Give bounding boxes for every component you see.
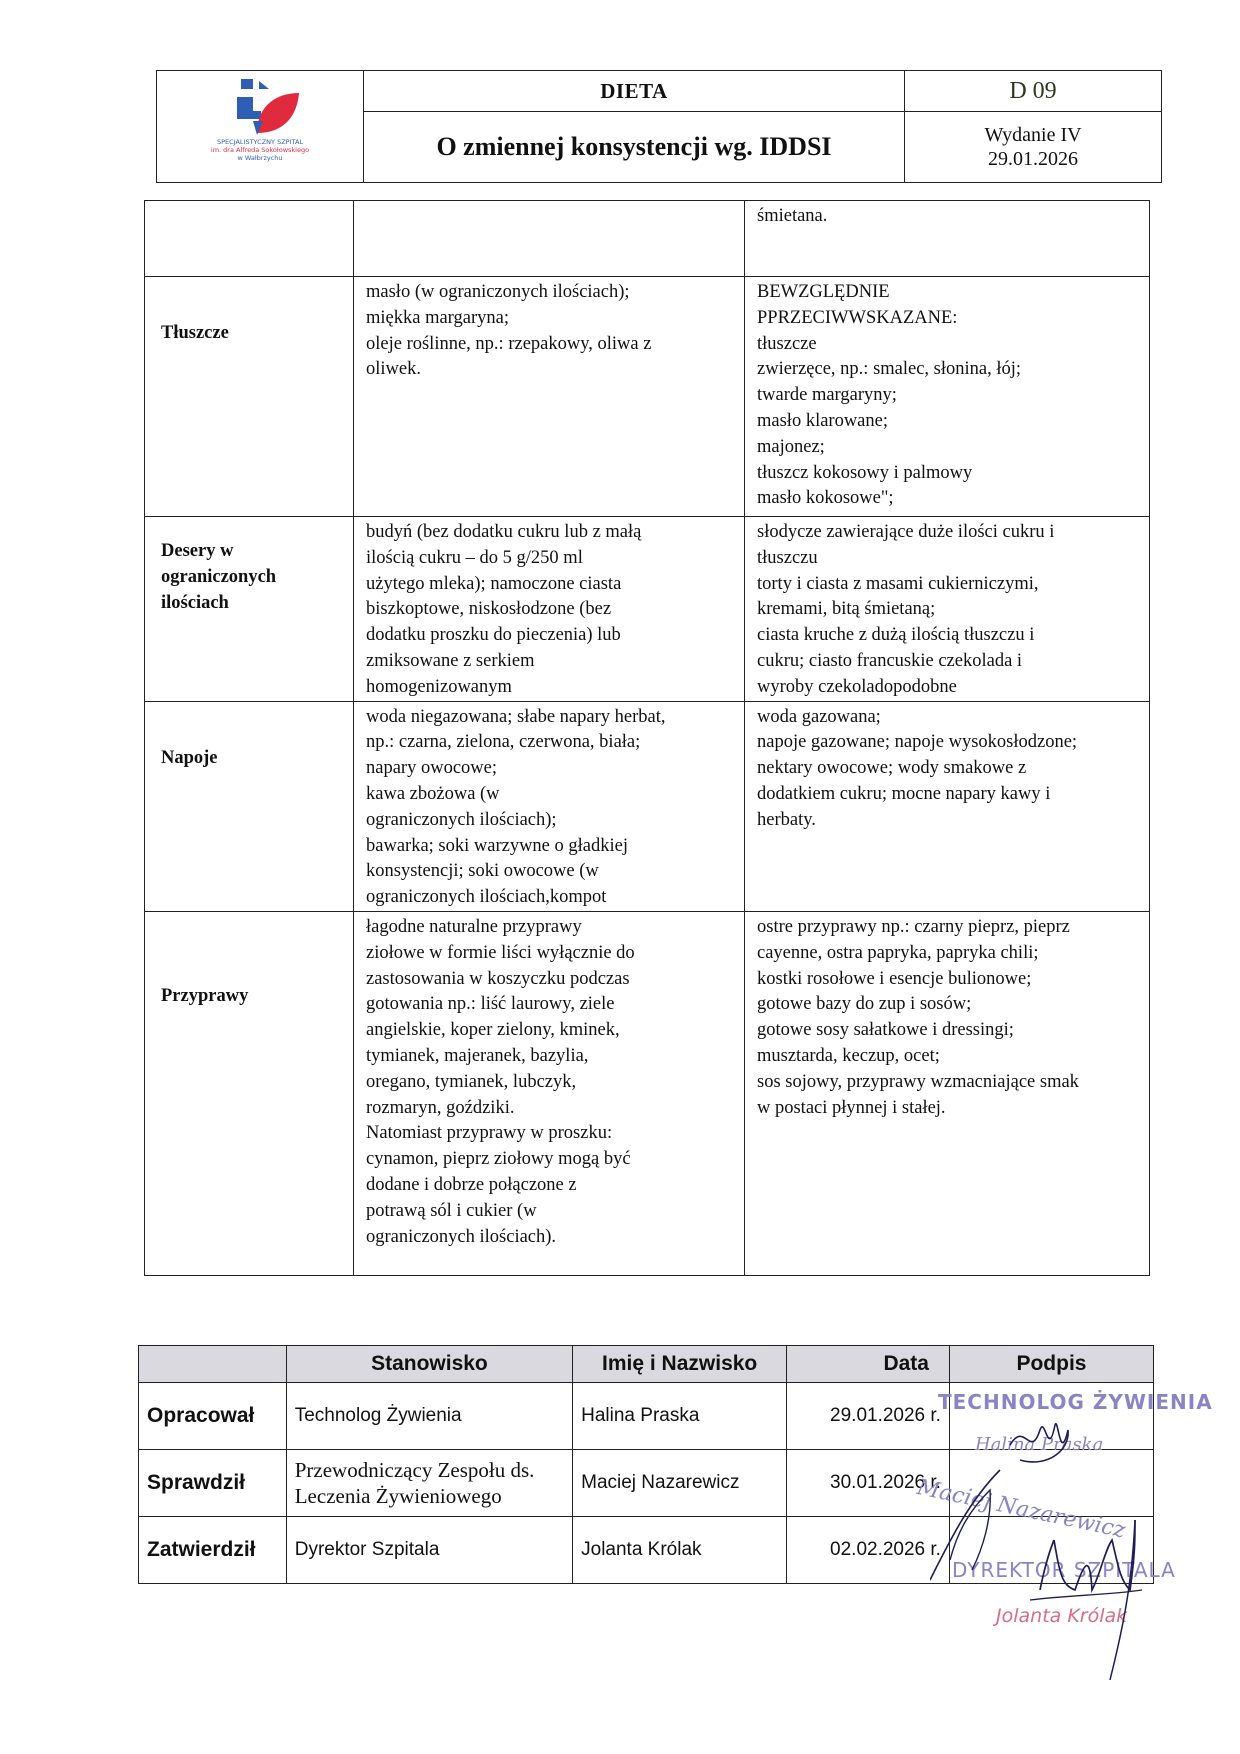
handwritten-signatures <box>930 1390 1190 1690</box>
document-subtitle: O zmiennej konsystencji wg. IDDSI <box>364 112 905 183</box>
forbidden-cell <box>745 277 1150 517</box>
text-line: gotowe sosy sałatkowe i dressingi; <box>757 1020 1014 1041</box>
name-cell: Jolanta Królak <box>573 1517 787 1584</box>
text-line: masło (w ograniczonych ilościach); <box>366 282 630 302</box>
name-cell: Maciej Nazarewicz <box>573 1450 787 1517</box>
text-line: ograniczonych ilościach); <box>366 809 557 830</box>
category-cell: Napoje <box>145 701 354 911</box>
text-line: cynamon, pieprz ziołowy mogą być <box>366 1149 631 1170</box>
header-date: Data <box>787 1346 950 1383</box>
text-line: ograniczonych ilościach). <box>366 1226 557 1247</box>
text-line: ostre przyprawy np.: czarny pieprz, pieprz <box>757 916 1070 937</box>
text-line: ilością cukru – do 5 g/250 ml <box>366 547 583 568</box>
text-line: zwierzęce, np.: smalec, słonina, łój; <box>757 359 1022 380</box>
text-line: ziołowe w formie liści wyłącznie do <box>366 942 635 963</box>
header-position: Stanowisko <box>286 1346 572 1383</box>
text-line: zastosowania w koszyczku podczas <box>366 968 630 989</box>
edition-label: Wydanie IV <box>984 124 1082 146</box>
text-line: majonez; <box>757 436 825 457</box>
document-header <box>156 70 1162 183</box>
text-line: gotowe bazy do zup i sosów; <box>757 994 972 1015</box>
stamp-praska: Halina Praska <box>975 1434 1104 1455</box>
document-title: DIETA <box>364 71 905 112</box>
text-line: musztarda, keczup, ocet; <box>757 1045 940 1066</box>
position-cell: Przewodniczący Zespołu ds. Leczenia Żywieniowego <box>286 1450 572 1517</box>
text-line: biszkoptowe, niskosłodzone (bez <box>366 599 612 620</box>
table-row <box>145 911 1150 1275</box>
text-line: homogenizowanym <box>366 676 512 697</box>
text-line: ciasta kruche z dużą ilością tłuszczu i <box>757 625 1035 646</box>
text-line: gotowania np.: liść laurowy, ziele <box>366 994 615 1015</box>
header-signature: Podpis <box>949 1346 1153 1383</box>
stamp-technolog: TECHNOLOG ŻYWIENIA <box>938 1390 1213 1414</box>
text-line: oregano, tymianek, lubczyk, <box>366 1071 577 1092</box>
forbidden-cell <box>745 517 1150 702</box>
text-line: kawa zbożowa (w <box>366 783 500 804</box>
hospital-logo-icon <box>157 71 363 177</box>
allowed-cell <box>354 517 745 702</box>
text-line: budyń (bez dodatku cukru lub z małą <box>366 522 642 542</box>
text-line: bawarka; soki warzywne o gładkiej <box>366 835 628 856</box>
text-line: cukru; ciasto francuskie czekolada i <box>757 650 1023 671</box>
text-line: dodatkiem cukru; mocne napary kawy i <box>757 783 1051 804</box>
text-line: użytego mleka); namoczone ciasta <box>366 573 622 594</box>
text-line: herbaty. <box>757 809 816 830</box>
text-line: BEWZGLĘDNIE <box>757 282 890 302</box>
date-cell: 30.01.2026 r. <box>787 1450 950 1517</box>
stamp-nazarewicz: Maciej Nazarewicz <box>914 1475 1128 1544</box>
text-line: twarde margaryny; <box>757 385 897 406</box>
allowed-cell <box>354 201 745 277</box>
text-line: tymianek, majeranek, bazylia, <box>366 1045 589 1066</box>
category-cell <box>145 201 354 277</box>
text-line: woda niegazowana; słabe napary herbat, <box>366 706 666 727</box>
text-line: np.: czarna, zielona, czerwona, biała; <box>366 732 641 753</box>
text-line: miękka margaryna; <box>366 307 509 328</box>
forbidden-cell <box>745 201 1150 277</box>
text-line: w postaci płynnej i stałej. <box>757 1097 946 1118</box>
text-line: torty i ciasta z masami cukierniczymi, <box>757 573 1039 594</box>
text-line: napary owocowe; <box>366 758 497 779</box>
text-line: śmietana. <box>757 206 828 226</box>
stamp-krolak: Jolanta Królak <box>996 1605 1128 1627</box>
logo-line-3: w Wałbrzychu <box>237 154 283 162</box>
text-line: tłuszcz kokosowy i palmowy <box>757 462 973 483</box>
allowed-cell <box>354 911 745 1275</box>
text-line: wyroby czekoladopodobne <box>757 676 957 697</box>
header-empty <box>139 1346 287 1383</box>
table-row <box>145 701 1150 911</box>
text-line: sos sojowy, przyprawy wzmacniające smak <box>757 1071 1079 1092</box>
text-line: kostki rosołowe i esencje bulionowe; <box>757 968 1032 989</box>
hospital-logo <box>157 71 364 183</box>
text-line: nektary owocowe; wody smakowe z <box>757 758 1027 779</box>
approval-header-row <box>139 1346 1154 1383</box>
text-line: masło klarowane; <box>757 410 888 431</box>
text-line: dodane i dobrze połączone z <box>366 1174 577 1195</box>
table-row <box>145 517 1150 702</box>
role-cell: Opracował <box>139 1383 287 1450</box>
logo-line-1: SPECJALISTYCZNY SZPITAL <box>216 138 304 146</box>
text-line: angielskie, koper zielony, kminek, <box>366 1020 620 1041</box>
diet-table <box>144 200 1150 1276</box>
text-line: napoje gazowane; napoje wysokosłodzone; <box>757 732 1078 753</box>
date-cell: 02.02.2026 r. <box>787 1517 950 1584</box>
role-cell: Sprawdził <box>139 1450 287 1517</box>
forbidden-cell <box>745 911 1150 1275</box>
stamp-dyrektor: DYREKTOR SZPITALA <box>952 1558 1176 1582</box>
position-cell: Technolog Żywienia <box>286 1383 572 1450</box>
forbidden-cell <box>745 701 1150 911</box>
text-line: masło kokosowe"; <box>757 488 894 509</box>
text-line: rozmaryn, goździki. <box>366 1097 515 1118</box>
table-row <box>145 201 1150 277</box>
text-line: oliwek. <box>366 359 421 380</box>
category-cell: Przyprawy <box>145 911 354 1275</box>
text-line: konsystencji; soki owocowe (w <box>366 861 599 882</box>
position-cell: Dyrektor Szpitala <box>286 1517 572 1584</box>
name-cell: Halina Praska <box>573 1383 787 1450</box>
date-cell: 29.01.2026 r. <box>787 1383 950 1450</box>
text-line: kremami, bitą śmietaną; <box>757 599 936 620</box>
allowed-cell <box>354 277 745 517</box>
edition-date: 29.01.2026 <box>988 148 1078 170</box>
logo-line-2: im. dra Alfreda Sokołowskiego <box>210 146 310 154</box>
text-line: słodycze zawierające duże ilości cukru i <box>757 522 1055 542</box>
header-name: Imię i Nazwisko <box>573 1346 787 1383</box>
text-line: Natomiast przyprawy w proszku: <box>366 1123 613 1144</box>
text-line: dodatku proszku do pieczenia) lub <box>366 625 621 646</box>
category-cell: Desery w ograniczonych ilościach <box>145 517 354 702</box>
text-line: tłuszczu <box>757 547 818 568</box>
text-line: łagodne naturalne przyprawy <box>366 916 582 937</box>
text-line: tłuszcze <box>757 333 817 354</box>
allowed-cell <box>354 701 745 911</box>
edition-cell <box>905 112 1162 183</box>
text-line: potrawą sól i cukier (w <box>366 1200 537 1221</box>
document-code: D 09 <box>905 71 1162 112</box>
text-line: ograniczonych ilościach,kompot <box>366 887 607 908</box>
category-cell: Tłuszcze <box>145 277 354 517</box>
role-cell: Zatwierdził <box>139 1517 287 1584</box>
text-line: zmiksowane z serkiem <box>366 650 535 671</box>
table-row <box>145 277 1150 517</box>
text-line: oleje roślinne, np.: rzepakowy, oliwa z <box>366 333 652 354</box>
text-line: PPRZECIWWSKAZANE: <box>757 307 958 328</box>
text-line: cayenne, ostra papryka, papryka chili; <box>757 942 1039 963</box>
text-line: woda gazowana; <box>757 706 881 727</box>
